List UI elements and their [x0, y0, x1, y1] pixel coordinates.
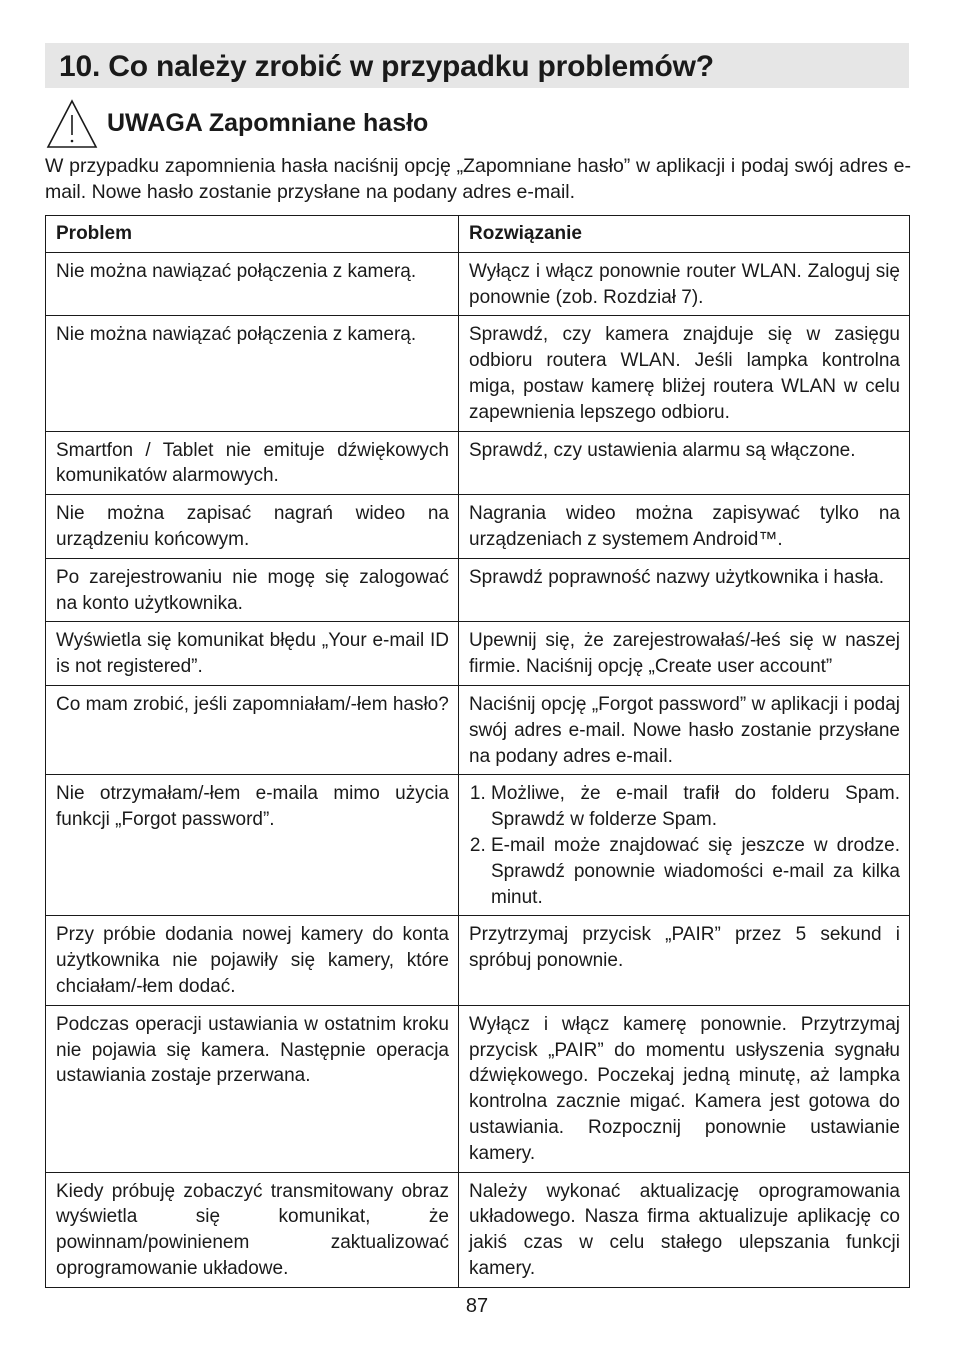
table-row	[46, 685, 910, 774]
table-header-row	[46, 216, 910, 253]
table-row	[46, 431, 910, 495]
table-row	[46, 252, 910, 316]
problem-cell: Kiedy próbuję zobaczyć transmitowany obraz wyświetla się komunikat, że powinnam/powinienem zaktualizować oprogramowanie układowe.	[46, 1172, 459, 1287]
table-row	[46, 916, 910, 1005]
solution-step: 1. Możliwe, że e-mail trafił do folderu Spam. Sprawdź w folderze Spam.	[491, 781, 900, 833]
solution-cell: Nagrania wideo można zapisywać tylko na urządzeniach z systemem Android™.	[459, 495, 910, 559]
troubleshooting-table	[45, 215, 910, 1288]
solution-cell: Wyłącz i włącz ponownie router WLAN. Zaloguj się ponownie (zob. Rozdział 7).	[459, 252, 910, 316]
table-row	[46, 622, 910, 686]
problem-cell: Podczas operacji ustawiania w ostatnim kroku nie pojawia się kamera. Następnie operacja ustawiania zostaje przerwana.	[46, 1005, 459, 1172]
table-row	[46, 775, 910, 916]
solution-cell: Sprawdź, czy kamera znajduje się w zasięgu odbioru routera WLAN. Jeśli lampka kontrolna miga, postaw kamerę bliżej routera WLAN w celu zapewnienia lepszego odbioru.	[459, 316, 910, 431]
solution-step: 2. E-mail może znajdować się jeszcze w drodze. Sprawdź ponownie wiadomości e-mail za kilka minut.	[491, 833, 900, 910]
table-row	[46, 495, 910, 559]
warning-title: UWAGA Zapomniane hasło	[107, 109, 429, 137]
table-row	[46, 1005, 910, 1172]
problem-cell: Co mam zrobić, jeśli zapomniałam/-łem hasło?	[46, 685, 459, 774]
problem-cell: Przy próbie dodania nowej kamery do konta użytkownika nie pojawiły się kamery, które chciałam/-łem dodać.	[46, 916, 459, 1005]
section-title: 10. Co należy zrobić w przypadku problemów?	[59, 50, 714, 83]
solution-cell: Naciśnij opcję „Forgot password” w aplikacji i podaj swój adres e-mail. Nowe hasło zostanie przysłane na podany adres e-mail.	[459, 685, 910, 774]
solution-cell: Upewnij się, że zarejestrowałaś/-łeś się w naszej firmie. Naciśnij opcję „Create user account”	[459, 622, 910, 686]
problem-cell: Smartfon / Tablet nie emituje dźwiękowych komunikatów alarmowych.	[46, 431, 459, 495]
solution-cell: Sprawdź, czy ustawienia alarmu są włączone.	[459, 431, 910, 495]
warning-block	[45, 98, 909, 150]
problem-cell: Nie można zapisać nagrań wideo na urządzeniu końcowym.	[46, 495, 459, 559]
warning-triangle-icon	[45, 98, 99, 150]
table-row	[46, 1172, 910, 1287]
problem-cell: Nie można nawiązać połączenia z kamerą.	[46, 252, 459, 316]
header-solution: Rozwiązanie	[459, 216, 910, 253]
table-row	[46, 316, 910, 431]
solution-cell: Przytrzymaj przycisk „PAIR” przez 5 sekund i spróbuj ponownie.	[459, 916, 910, 1005]
table-body	[46, 252, 910, 1287]
solution-cell: Wyłącz i włącz kamerę ponownie. Przytrzymaj przycisk „PAIR” do momentu usłyszenia sygnału dźwiękowego. Poczekaj jedną minutę, aż lampka kontrolna zacznie migać. Kamera jest gotowa do ustawiania. Rozpocznij ponownie ustawianie kamery.	[459, 1005, 910, 1172]
problem-cell: Wyświetla się komunikat błędu „Your e-mail ID is not registered”.	[46, 622, 459, 686]
section-header-bar	[45, 43, 909, 88]
solution-cell: Należy wykonać aktualizację oprogramowania układowego. Nasza firma aktualizuje aplikację co jakiś czas w celu stałego ulepszania funkcji kamery.	[459, 1172, 910, 1287]
solution-cell	[459, 775, 910, 916]
problem-cell: Po zarejestrowaniu nie mogę się zalogować na konto użytkownika.	[46, 558, 459, 622]
problem-cell: Nie można nawiązać połączenia z kamerą.	[46, 316, 459, 431]
table-row	[46, 558, 910, 622]
problem-cell: Nie otrzymałam/-łem e-maila mimo użycia funkcji „Forgot password”.	[46, 775, 459, 916]
header-problem: Problem	[46, 216, 459, 253]
warning-text: W przypadku zapomnienia hasła naciśnij opcję „Zapomniane hasło” w aplikacji i podaj swój adres e-mail. Nowe hasło zostanie przysłane na podany adres e-mail.	[45, 155, 911, 203]
solution-cell: Sprawdź poprawność nazwy użytkownika i hasła.	[459, 558, 910, 622]
solution-steps-list	[469, 781, 900, 910]
page-number: 87	[465, 1295, 489, 1317]
